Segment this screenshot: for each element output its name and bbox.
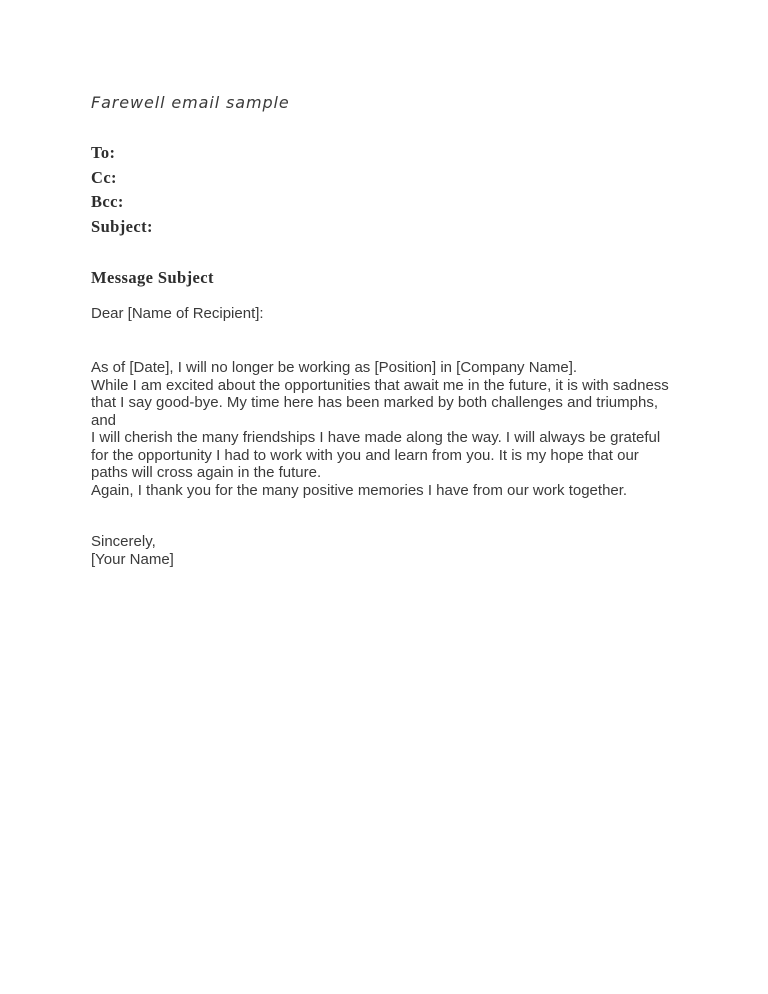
email-header-fields [91, 141, 153, 239]
field-label-subject: Subject: [91, 216, 153, 236]
message-subject-heading: Message Subject [91, 268, 214, 287]
salutation-line: Dear [Name of Recipient]: [91, 305, 264, 322]
body-line: that I say good-bye. My time here has been marked by both challenges and triumphs, [91, 394, 658, 411]
signature-line: [Your Name] [91, 550, 174, 568]
field-label-bcc: Bcc: [91, 192, 124, 212]
body-line: paths will cross again in the future. [91, 464, 322, 481]
body-line: Again, I thank you for the many positive memories I have from our work together. [91, 481, 628, 499]
body-line: for the opportunity I had to work with you and learn from you. It is my hope that our [91, 446, 639, 464]
body-line: and [91, 411, 117, 429]
body-line: As of [Date], I will no longer be working as [Position] in [Company Name]. [91, 359, 578, 376]
letter-body [91, 359, 669, 499]
closing-block [91, 533, 174, 568]
closing-line: Sincerely, [91, 533, 156, 550]
field-label-to: To: [91, 143, 116, 162]
body-line: I will cherish the many friendships I have made along the way. I will always be grateful [91, 429, 661, 446]
field-label-cc: Cc: [91, 167, 117, 187]
body-line: While I am excited about the opportunities that await me in the future, it is with sadness [91, 376, 669, 394]
document-title: Farewell email sample [91, 93, 290, 112]
